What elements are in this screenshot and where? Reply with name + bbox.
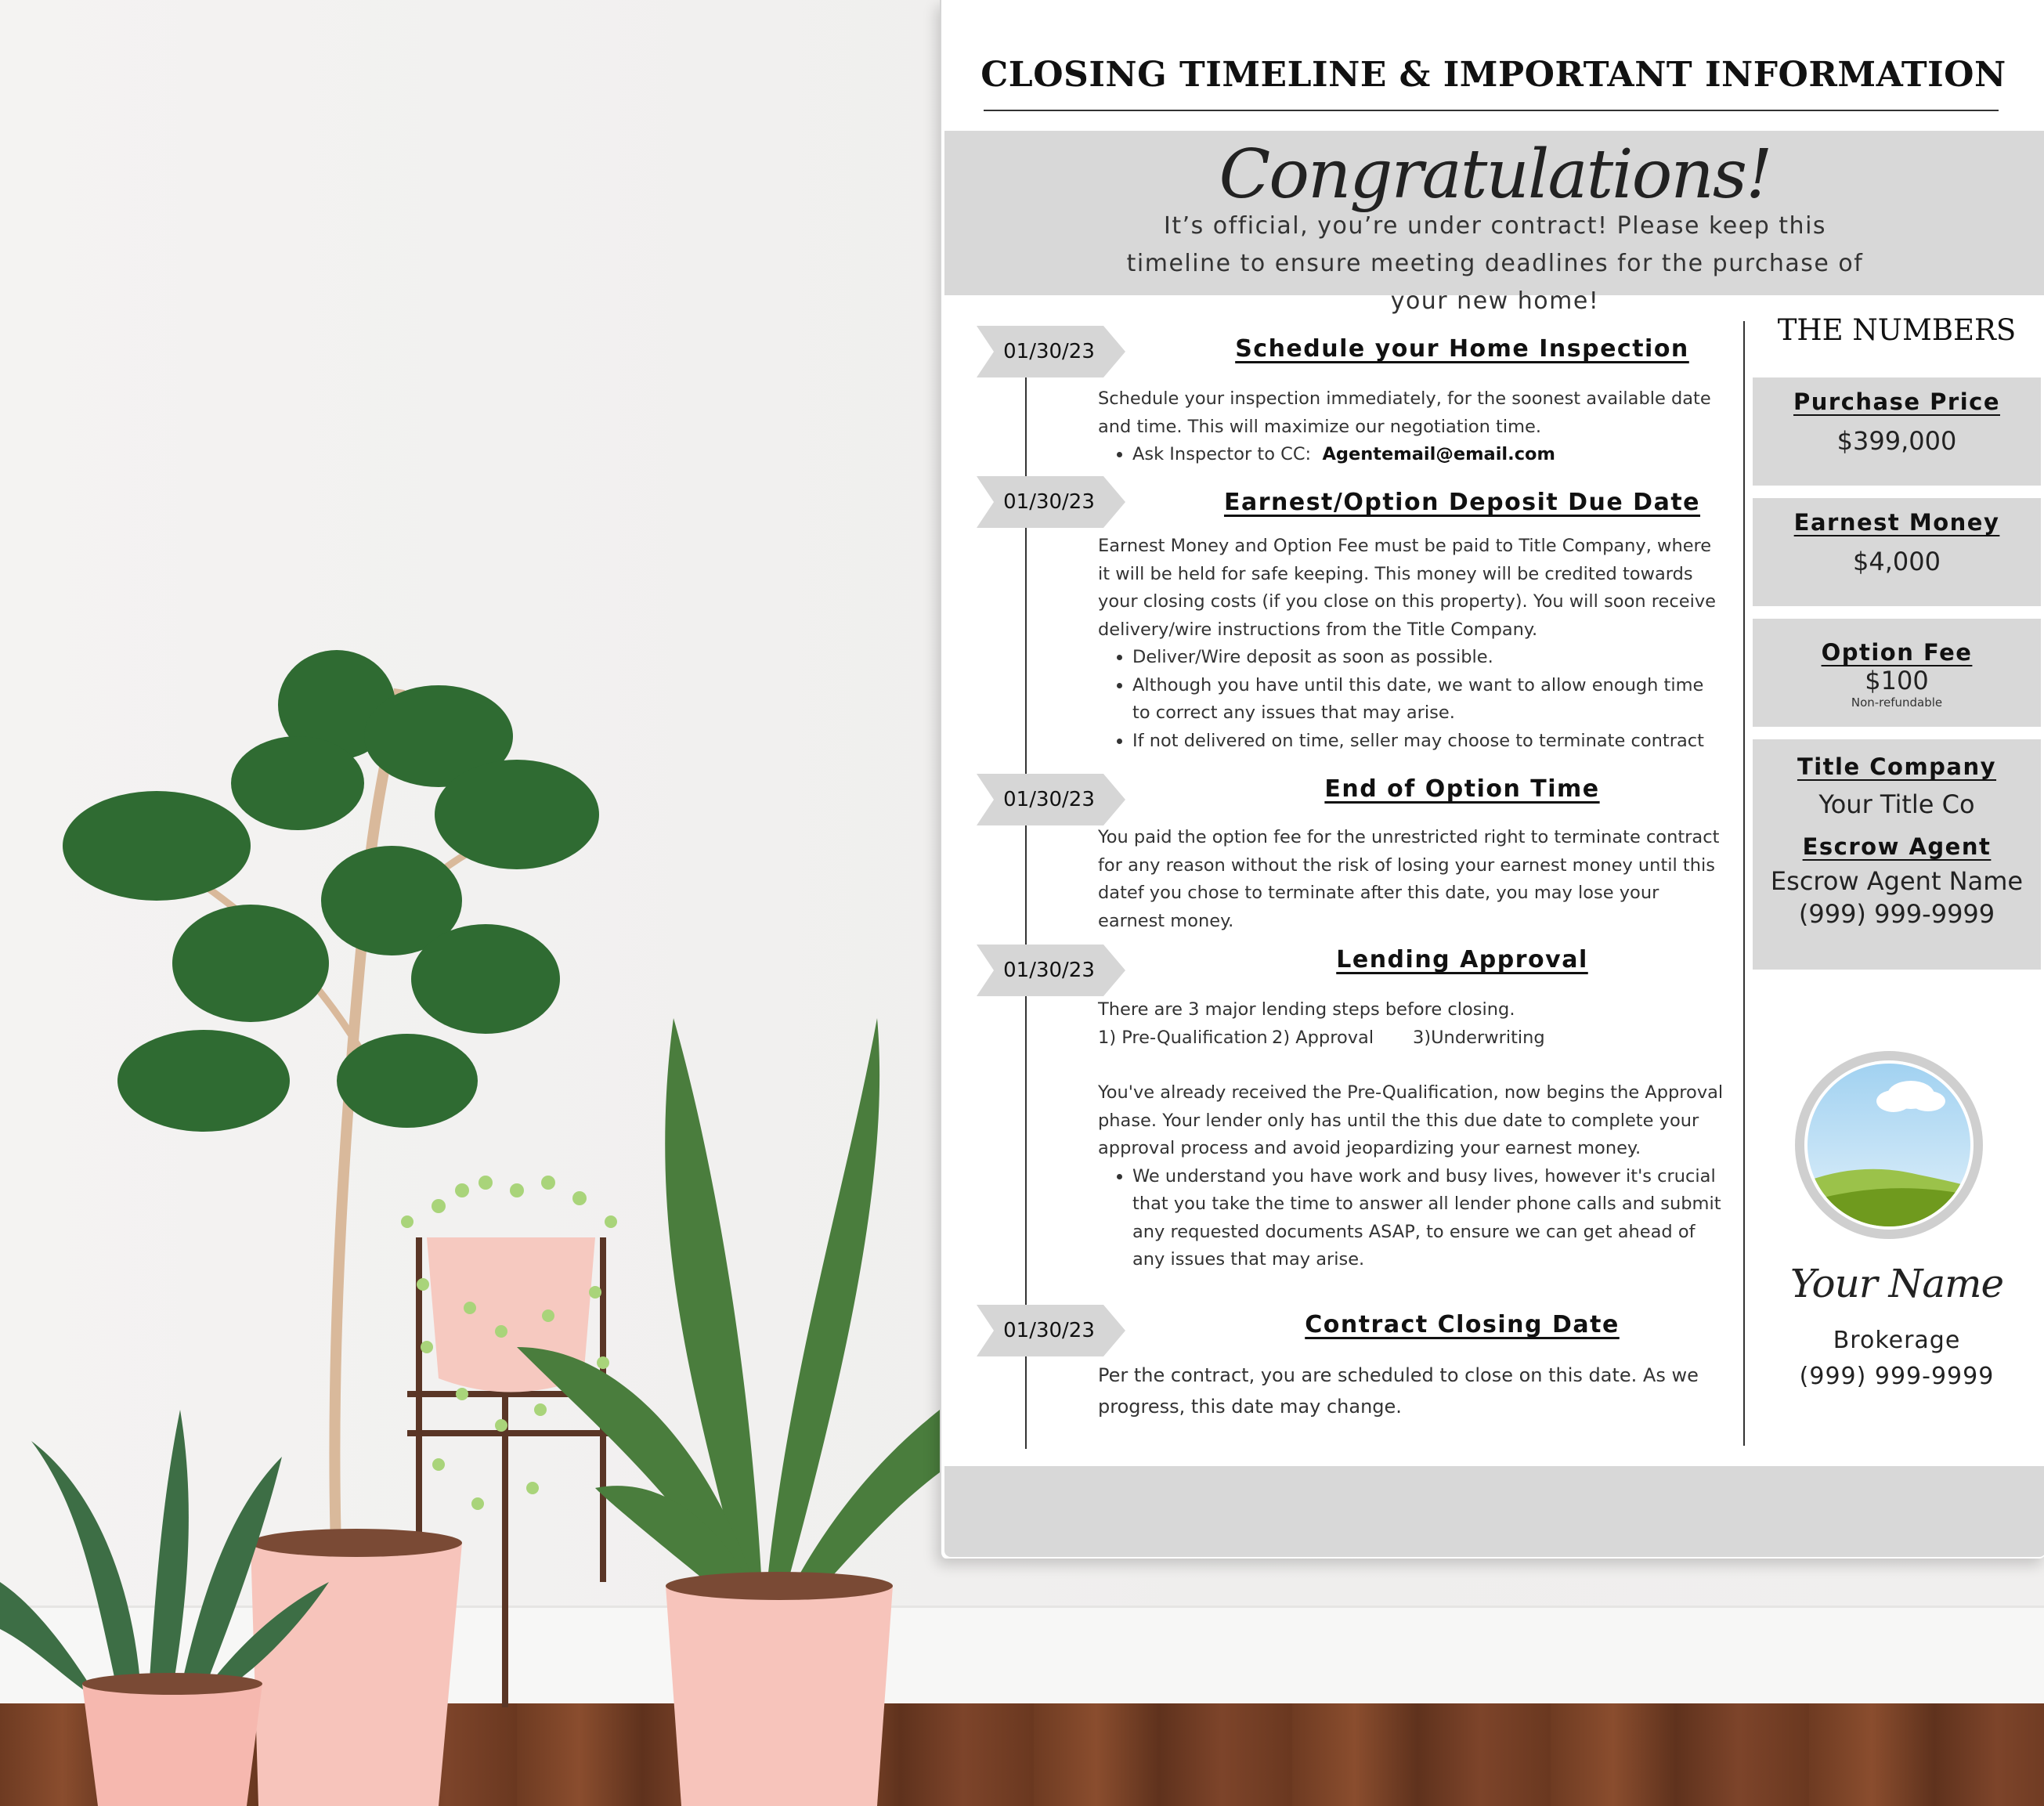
lending-step: 2) Approval bbox=[1272, 1027, 1374, 1048]
title-escrow-card bbox=[1753, 739, 2041, 970]
step-body-closing-date bbox=[1098, 1360, 1724, 1422]
step-text: Schedule your inspection immediately, for the soonest available date and time. This will maximize our negotiation time. bbox=[1098, 388, 1711, 437]
timeline-vertical-line bbox=[1025, 368, 1027, 1449]
step-body-home-inspection bbox=[1098, 385, 1724, 469]
earnest-money-label: Earnest Money bbox=[1793, 509, 2000, 536]
bullet-item: • We understand you have work and busy lives, however it's crucial that you take the time to answer all lender phone calls and submit any requested documents ASAP, to ensure we can get ahead of any issues that may arise. bbox=[1132, 1163, 1724, 1274]
step-date: 01/30/23 bbox=[1003, 1319, 1095, 1342]
step-bullets bbox=[1098, 1163, 1724, 1274]
step-title-closing-date: Contract Closing Date bbox=[1305, 1311, 1620, 1338]
step-bullets bbox=[1098, 441, 1724, 469]
step-date: 01/30/23 bbox=[1003, 788, 1095, 811]
step-intro: There are 3 major lending steps before closing. bbox=[1098, 999, 1515, 1020]
step-body-lending-approval bbox=[1098, 996, 1724, 1274]
option-fee-card bbox=[1753, 619, 2041, 727]
closing-timeline-document bbox=[940, 0, 2044, 1559]
option-fee-value: $100 bbox=[1865, 666, 1929, 695]
numbers-heading: THE NUMBERS bbox=[1777, 313, 2017, 347]
lending-step: 3)Underwriting bbox=[1413, 1027, 1545, 1048]
step-title-lending-approval: Lending Approval bbox=[1336, 946, 1588, 973]
plant-illustration bbox=[0, 642, 940, 1806]
title-company-value: Your Title Co bbox=[1818, 789, 1975, 819]
footer-band bbox=[944, 1466, 2044, 1557]
step-date: 01/30/23 bbox=[1003, 340, 1095, 363]
step-text: You paid the option fee for the unrestricted right to terminate contract for any reason without the risk of losing your earnest money until this datef you chose to terminate after this date, you may lose your earnest money. bbox=[1098, 827, 1720, 931]
paragraph-gap bbox=[1098, 1052, 1724, 1079]
step-date: 01/30/23 bbox=[1003, 959, 1095, 982]
date-tag bbox=[977, 945, 1125, 996]
step-body-option-time bbox=[1098, 824, 1724, 935]
congratulations-banner bbox=[944, 131, 2044, 315]
purchase-price-value: $399,000 bbox=[1836, 426, 1957, 456]
escrow-agent-phone: (999) 999-9999 bbox=[1798, 899, 1995, 929]
lending-step: 1) Pre-Qualification bbox=[1098, 1027, 1268, 1048]
banner-message: It’s official, you’re under contract! Please keep this timeline to ensure meeting deadlines for the purchase of your new home! bbox=[1126, 212, 1864, 315]
earnest-money-value: $4,000 bbox=[1853, 547, 1941, 576]
profile-photo-placeholder-icon bbox=[1793, 1049, 1984, 1241]
option-fee-note: Non-refundable bbox=[1851, 695, 1943, 710]
bullet-item: • Although you have until this date, we want to allow enough time to correct any issues that may arise. bbox=[1132, 672, 1724, 728]
step-body-earnest-option bbox=[1098, 533, 1724, 755]
congratulations-heading: Congratulations! bbox=[1219, 135, 1771, 214]
agent-phone: (999) 999-9999 bbox=[1799, 1363, 1995, 1390]
bullet-item bbox=[1132, 441, 1724, 469]
document-title: CLOSING TIMELINE & IMPORTANT INFORMATION bbox=[980, 55, 2006, 95]
escrow-agent-label: Escrow Agent bbox=[1802, 833, 1992, 860]
step-title-home-inspection: Schedule your Home Inspection bbox=[1235, 335, 1689, 363]
step-text: You've already received the Pre-Qualification, now begins the Approval phase. Your lender only has until the this due date to complete your approval process and avoid jeopardizing your earnest money. bbox=[1098, 1082, 1724, 1158]
bullet-prefix: Ask Inspector to CC: bbox=[1132, 444, 1312, 464]
step-title-earnest-option: Earnest/Option Deposit Due Date bbox=[1223, 489, 1701, 516]
step-text: Per the contract, you are scheduled to close on this date. As we progress, this date may change. bbox=[1098, 1364, 1699, 1418]
title-company-label: Title Company bbox=[1797, 753, 1997, 780]
lending-steps bbox=[1098, 1024, 1724, 1053]
title-divider bbox=[984, 110, 1999, 111]
purchase-price-label: Purchase Price bbox=[1793, 388, 2000, 415]
agent-signature-name: Your Name bbox=[1789, 1261, 2004, 1306]
option-fee-label: Option Fee bbox=[1821, 639, 1973, 666]
step-date: 01/30/23 bbox=[1003, 490, 1095, 514]
agent-email: Agentemail@email.com bbox=[1322, 444, 1555, 464]
date-tag bbox=[977, 1305, 1125, 1356]
date-tag bbox=[977, 326, 1125, 377]
step-bullets bbox=[1098, 644, 1724, 755]
earnest-money-card bbox=[1753, 498, 2041, 606]
bullet-item: • Deliver/Wire deposit as soon as possible. bbox=[1132, 644, 1724, 672]
agent-brokerage: Brokerage bbox=[1833, 1327, 1961, 1354]
date-tag bbox=[977, 774, 1125, 825]
escrow-agent-name: Escrow Agent Name bbox=[1770, 866, 2024, 896]
bullet-item: • If not delivered on time, seller may choose to terminate contract bbox=[1132, 728, 1724, 756]
purchase-price-card bbox=[1753, 377, 2041, 486]
step-title-option-time: End of Option Time bbox=[1324, 775, 1600, 803]
date-tag bbox=[977, 476, 1125, 528]
step-text: Earnest Money and Option Fee must be paid to Title Company, where it will be held for safe keeping. This money will be credited towards your closing costs (if you close on this property). You will soon receive delivery/wire instructions from the Title Company. bbox=[1098, 536, 1716, 640]
